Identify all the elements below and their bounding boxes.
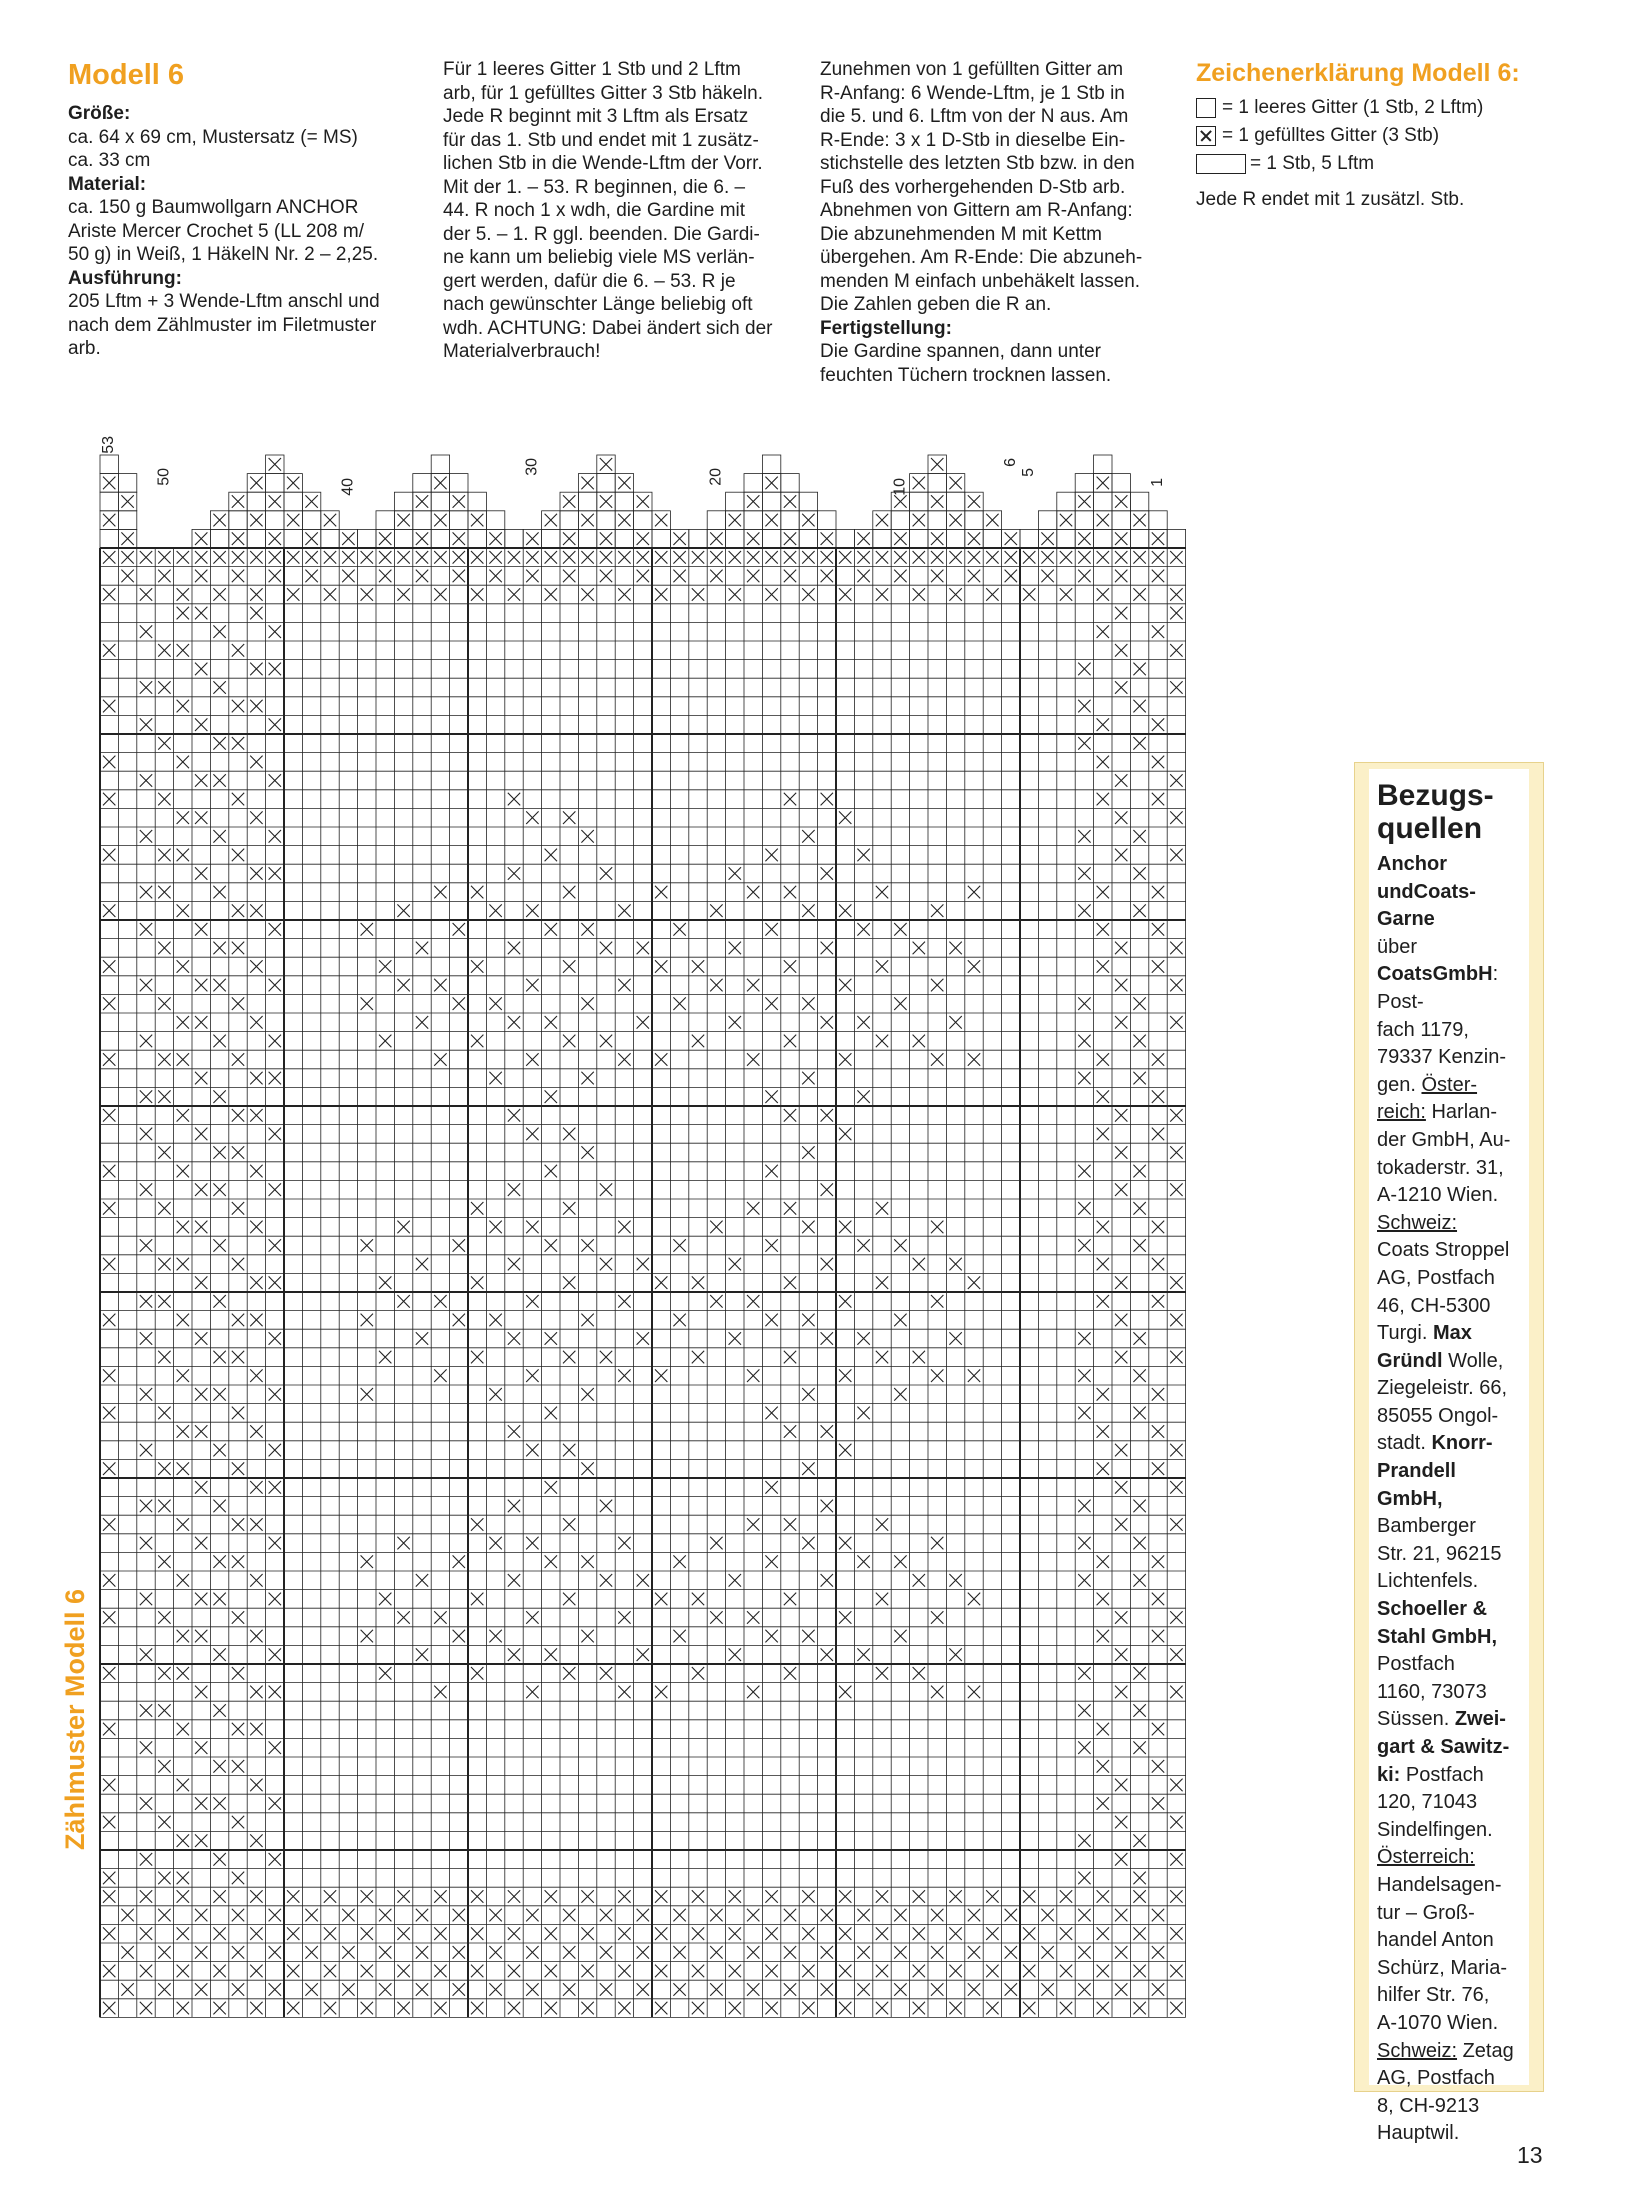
legend	[1196, 58, 1556, 212]
sources-text	[1377, 851, 1521, 2148]
column-instructions	[443, 58, 781, 364]
sources-text-segment: 8, CH-9213	[1377, 2094, 1480, 2117]
sources-text-segment: handel Anton	[1377, 1929, 1494, 1952]
instruction-line: gert werden, dafür die 6. – 53. R je	[443, 270, 736, 292]
row-number-label: 10	[891, 478, 909, 496]
sources-text-segment: stadt.	[1377, 1432, 1432, 1455]
sources-text-segment: Knorr-	[1431, 1432, 1493, 1455]
sources-text-segment: Postfach	[1400, 1763, 1484, 1786]
sources-text-segment: Turgi.	[1377, 1322, 1433, 1345]
instruction-line: Jede R beginnt mit 3 Lftm als Ersatz	[443, 106, 749, 127]
instruction-line: wdh. ACHTUNG: Dabei ändert sich der	[443, 317, 773, 339]
instruction-line: der 5. – 1. R ggl. beenden. Die Gardi-	[443, 223, 760, 245]
sources-text-segment: Schweiz:	[1377, 2039, 1458, 2062]
legend-title: Zeichenerklärung Modell 6:	[1196, 59, 1520, 87]
sources-text-segment: 85055 Ongol-	[1377, 1404, 1499, 1427]
shaping-line: Zunehmen von 1 gefüllten Gitter am	[820, 59, 1124, 80]
column-shaping	[820, 58, 1158, 387]
chart-vertical-label: Zählmuster Modell 6	[60, 1588, 90, 1850]
sources-title-line: Bezugs-	[1377, 779, 1494, 812]
sources-text-segment: A-1210 Wien.	[1377, 1184, 1499, 1207]
sources-text-segment: ki:	[1377, 1763, 1401, 1786]
shaping-line: Abnehmen von Gittern am R-Anfang:	[820, 200, 1133, 221]
sources-text-segment: Ziegeleistr. 66,	[1377, 1377, 1508, 1400]
sources-text-segment: 120, 71043	[1377, 1791, 1478, 1814]
model-title: Modell 6	[68, 59, 185, 91]
legend-note: Jede R endet mit 1 zusätzl. Stb.	[1196, 189, 1465, 210]
wide-rectangle-icon	[1196, 154, 1246, 174]
size-heading: Größe:	[68, 103, 131, 124]
sources-text-segment: Sindelfingen.	[1377, 1818, 1493, 1841]
legend-wide-label: = 1 Stb, 5 Lftm	[1250, 153, 1375, 175]
sources-text-segment: Harlan-	[1425, 1101, 1498, 1124]
instruction-line: für das 1. Stb und endet mit 1 zusätz-	[443, 129, 759, 151]
filet-chart	[90, 418, 1320, 2158]
sources-text-segment: Öster-	[1421, 1073, 1478, 1096]
execution-line: 205 Lftm + 3 Wende-Lftm anschl und	[68, 291, 380, 312]
sources-text-segment: Österreich:	[1377, 1846, 1475, 1869]
row-number-label: 20	[707, 468, 725, 486]
sources-sidebar	[1354, 762, 1544, 2145]
sources-text-segment: gen.	[1377, 1073, 1422, 1096]
instruction-line: Materialverbrauch!	[443, 341, 601, 362]
finish-heading: Fertigstellung:	[820, 317, 952, 339]
sources-text-segment: fach 1179,	[1377, 1018, 1469, 1041]
shaping-line: R-Ende: 3 x 1 D-Stb in dieselbe Ein-	[820, 129, 1126, 151]
sources-text-segment: Postfach	[1377, 1653, 1455, 1676]
sources-text-segment: Wolle,	[1442, 1349, 1504, 1372]
sources-text-segment: AG, Postfach	[1377, 2067, 1495, 2090]
material-line: 50 g) in Weiß, 1 HäkelN Nr. 2 – 2,25.	[68, 244, 379, 265]
sources-text-segment: 1160, 73073	[1377, 1680, 1487, 1703]
execution-line: arb.	[68, 338, 101, 359]
sources-text-segment: tokaderstr. 31,	[1377, 1156, 1504, 1179]
sources-text-segment: Stahl GmbH,	[1377, 1625, 1498, 1648]
sources-text-segment: Schweiz:	[1377, 1211, 1458, 1234]
execution-heading: Ausführung:	[68, 267, 182, 289]
sources-text-segment: A-1070 Wien.	[1377, 2011, 1499, 2034]
shaping-line: Die Zahlen geben die R an.	[820, 294, 1052, 315]
sources-text-segment: reich:	[1377, 1101, 1426, 1124]
sources-text-segment: GmbH,	[1377, 1487, 1443, 1510]
row-number-label: 30	[523, 458, 541, 476]
instruction-line: arb, für 1 gefülltes Gitter 3 Stb häkeln.	[443, 82, 764, 104]
row-number-label: 40	[339, 478, 357, 496]
instruction-line: Mit der 1. – 53. R beginnen, die 6. –	[443, 176, 746, 198]
sources-text-segment: gart & Sawitz-	[1377, 1736, 1510, 1758]
legend-wide-row	[1196, 150, 1556, 178]
sources-text-segment: Coats-Garne	[1377, 880, 1476, 931]
row-number-label: 50	[155, 468, 173, 486]
sources-text-segment: Max	[1432, 1322, 1472, 1345]
page-number: 13	[1517, 2142, 1543, 2168]
column-materials	[68, 58, 404, 361]
sources-text-segment: GmbH	[1432, 963, 1493, 986]
sources-text-segment: Zwei-	[1454, 1708, 1506, 1731]
material-line: Ariste Mercer Crochet 5 (LL 208 m/	[68, 220, 365, 242]
sources-text-segment: Hauptwil.	[1377, 2122, 1460, 2145]
sources-text-segment: AG, Postfach	[1377, 1266, 1495, 1289]
row-number-label: 1	[1149, 478, 1166, 487]
finish-line: feuchten Tüchern trocknen lassen.	[820, 364, 1112, 386]
sources-text-segment: 79337 Kenzin-	[1377, 1046, 1506, 1069]
sources-text-segment: Schürz, Maria-	[1377, 1956, 1508, 1979]
sources-title	[1377, 779, 1521, 845]
instruction-line: ne kann um beliebig viele MS verlän-	[443, 247, 755, 268]
shaping-line: Fuß des vorhergehenden D-Stb arb.	[820, 176, 1126, 198]
shaping-line: R-Anfang: 6 Wende-Lftm, je 1 Stb in	[820, 82, 1125, 104]
instruction-line: 44. R noch 1 x wdh, die Gardine mit	[443, 200, 746, 221]
shaping-line: Die abzunehmenden M mit Kettm	[820, 223, 1102, 245]
size-line: ca. 33 cm	[68, 150, 151, 171]
instruction-line: Für 1 leeres Gitter 1 Stb und 2 Lftm	[443, 59, 741, 80]
legend-filled-row	[1196, 122, 1556, 150]
sources-text-segment: Prandell	[1377, 1460, 1456, 1483]
sources-text-segment: Schoeller &	[1377, 1598, 1488, 1621]
sources-text-segment: Coats Stroppel	[1377, 1239, 1510, 1262]
sources-text-segment: Zetag	[1457, 2039, 1514, 2062]
sources-text-segment: Bamberger	[1377, 1515, 1476, 1538]
instruction-line: nach gewünschter Länge beliebig oft	[443, 294, 753, 315]
sources-text-segment: tur – Groß-	[1377, 1901, 1475, 1924]
sources-text-segment: Anchor und	[1377, 853, 1447, 903]
row-number-label: 53	[100, 436, 118, 454]
sources-text-segment: Str. 21, 96215	[1377, 1542, 1502, 1565]
sources-text-segment: Coats	[1377, 963, 1433, 986]
sources-text-segment: 46, CH-5300	[1377, 1294, 1491, 1317]
sources-box	[1369, 769, 1529, 2145]
sources-text-segment: Gründl	[1377, 1349, 1443, 1372]
material-line: ca. 150 g Baumwollgarn ANCHOR	[68, 197, 359, 218]
legend-empty-row	[1196, 94, 1556, 122]
sources-text-segment: Süssen.	[1377, 1708, 1455, 1731]
row-number-label: 5	[1020, 468, 1038, 477]
sources-text-segment: hilfer Str. 76,	[1377, 1984, 1490, 2007]
sources-text-segment: Handelsagen-	[1377, 1873, 1502, 1896]
row-number-label: 6	[1001, 458, 1019, 467]
shaping-line: übergehen. Am R-Ende: Die abzuneh-	[820, 247, 1143, 268]
finish-line: Die Gardine spannen, dann unter	[820, 341, 1101, 362]
sources-text-segment: über	[1377, 935, 1418, 958]
execution-line: nach dem Zählmuster im Filetmuster	[68, 314, 377, 336]
shaping-line: stichstelle des letzten Stb bzw. in den	[820, 153, 1135, 174]
sources-title-line: quellen	[1377, 812, 1483, 845]
size-line: ca. 64 x 69 cm, Mustersatz (= MS)	[68, 126, 358, 148]
shaping-line: die 5. und 6. Lftm von der N aus. Am	[820, 106, 1129, 127]
crossed-square-icon	[1196, 126, 1216, 146]
empty-square-icon	[1196, 98, 1216, 118]
chart-grid	[100, 548, 1186, 2017]
sources-text-segment: : Post-	[1377, 963, 1499, 1013]
legend-empty-label: = 1 leeres Gitter (1 Stb, 2 Lftm)	[1222, 97, 1484, 119]
instruction-line: lichen Stb in die Wende-Lftm der Vorr.	[443, 153, 763, 174]
sources-text-segment: der GmbH, Au-	[1377, 1128, 1511, 1151]
shaping-line: menden M einfach unbehäkelt lassen.	[820, 270, 1141, 292]
sources-text-segment: Lichtenfels.	[1377, 1570, 1479, 1593]
material-heading: Material:	[68, 173, 147, 195]
legend-filled-label: = 1 gefülltes Gitter (3 Stb)	[1222, 125, 1440, 147]
